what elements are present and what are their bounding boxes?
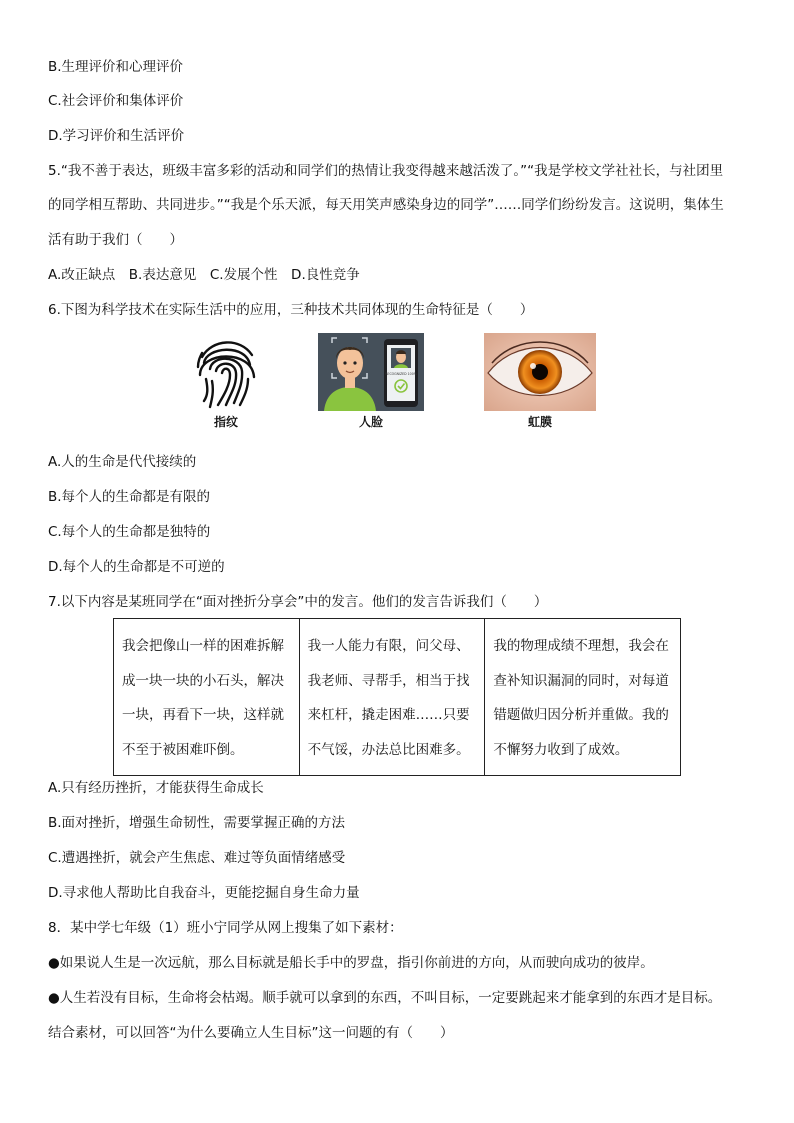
quote-cell-3: 我的物理成绩不理想，我会在查补知识漏洞的同时，对每道错题做归因分析并重做。我的不懈努力收到了成效。	[485, 619, 681, 776]
q8-stem: 8．某中学七年级（1）班小宁同学从网上搜集了如下素材：	[48, 920, 403, 936]
q8-bullet-1: ●如果说人生是一次远航，那么目标就是船长手中的罗盘，指引你前进的方向，从而驶向成功的彼岸。	[48, 955, 654, 971]
figure-face	[318, 333, 424, 433]
q6-option-c: C.每个人的生命都是独特的	[48, 524, 211, 540]
q5-stem-line1: 5.“我不善于表达，班级丰富多彩的活动和同学们的热情让我变得越来越活泼了。”“我是学校文学社社长，与社团里	[48, 163, 724, 179]
figure-fingerprint	[190, 333, 262, 433]
q8-bullet-2: ●人生若没有目标，生命将会枯竭。顺手就可以拿到的东西，不叫目标，一定要跳起来才能拿到的东西才是目标。	[48, 990, 722, 1006]
q7-option-d: D.寻求他人帮助比自我奋斗，更能挖掘自身生命力量	[48, 885, 360, 901]
quote-cell-1: 我会把像山一样的困难拆解成一块一块的小石头，解决一块，再看下一块，这样就不至于被困难吓倒。	[114, 619, 300, 776]
q7-option-b: B.面对挫折，增强生命韧性，需要掌握正确的方法	[48, 815, 346, 831]
q4-option-d: D.学习评价和生活评价	[48, 128, 185, 144]
figure-caption-face: 人脸	[358, 415, 383, 429]
q7-stem: 7.以下内容是某班同学在“面对挫折分享会”中的发言。他们的发言告诉我们（ ）	[48, 594, 548, 610]
q7-option-c: C.遭遇挫折，就会产生焦虑、难过等负面情绪感受	[48, 850, 346, 866]
q5-stem-line2: 的同学相互帮助、共同进步。”“我是个乐天派，每天用笑声感染身边的同学”……同学们纷纷发言。这说明，集体生	[48, 197, 724, 213]
q5-stem-line3: 活有助于我们（ ）	[48, 232, 183, 248]
q7-quotes-table	[113, 618, 681, 776]
q4-option-c: C.社会评价和集体评价	[48, 93, 184, 109]
q5-options: A.改正缺点 B.表达意见 C.发展个性 D.良性竞争	[48, 267, 360, 283]
phone-recognized-text: RECOGNIZED 100%	[385, 372, 417, 376]
fingerprint-icon	[190, 333, 262, 411]
figure-caption-fingerprint: 指纹	[213, 415, 238, 429]
q6-option-b: B.每个人的生命都是有限的	[48, 489, 211, 505]
q4-option-b: B.生理评价和心理评价	[48, 59, 184, 75]
iris-eye-icon	[484, 333, 596, 411]
q6-option-d: D.每个人的生命都是不可逆的	[48, 559, 225, 575]
q6-stem: 6.下图为科学技术在实际生活中的应用，三种技术共同体现的生命特征是（ ）	[48, 302, 534, 318]
q6-option-a: A.人的生命是代代接续的	[48, 454, 197, 470]
quote-cell-2: 我一人能力有限，问父母、我老师、寻帮手，相当于找来杠杆，撬走困难……只要不气馁，办法总比困难多。	[299, 619, 485, 776]
face-recognition-icon	[318, 333, 424, 411]
figure-iris	[484, 333, 596, 433]
q7-option-a: A.只有经历挫折，才能获得生命成长	[48, 780, 264, 796]
q8-question: 结合素材，可以回答“为什么要确立人生目标”这一问题的有（ ）	[48, 1025, 454, 1041]
table-row	[114, 619, 681, 776]
figure-caption-iris: 虹膜	[527, 415, 552, 429]
